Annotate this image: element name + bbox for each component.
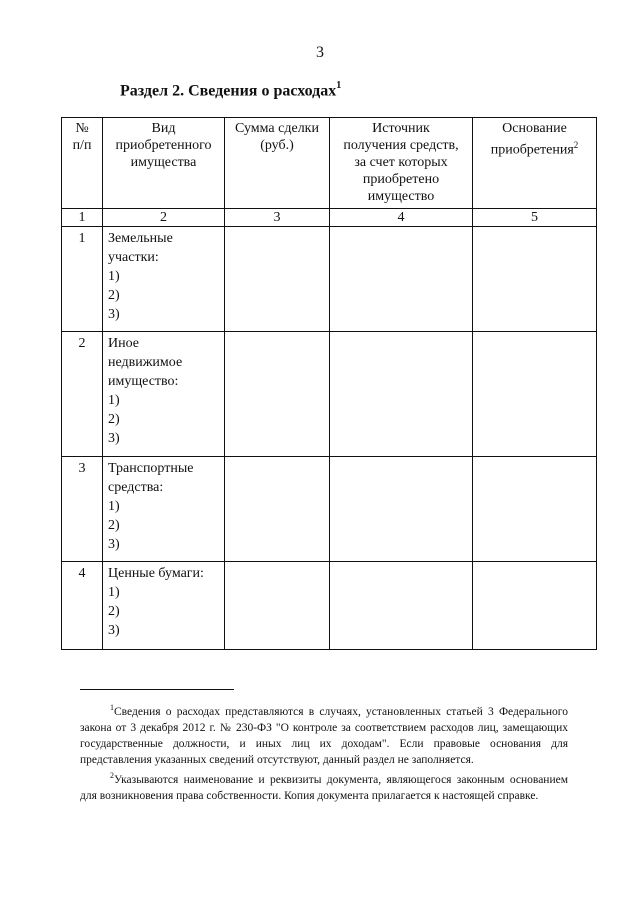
table-body: [62, 209, 597, 650]
header-label: имущества: [130, 155, 197, 170]
category-cell: [103, 562, 225, 650]
section-title: [120, 81, 341, 100]
footnote-text: Сведения о расходах представляются в случаях, установленных статьей 3 Федерального закона от 3 декабря 2012 г. № 230-ФЗ "О контроле за соответствием расходов лиц, замещающих государственные должности, и иных лиц их доходам". Если правовые основания для представления указанных сведений отсутствуют, данный раздел не заполняется.: [80, 705, 568, 766]
header-cell-3: [225, 118, 330, 209]
empty-cell: [330, 227, 473, 332]
empty-cell: [473, 562, 597, 650]
list-item: 1): [108, 269, 120, 284]
column-number: 1: [62, 209, 103, 227]
category-label-line: Земельные: [108, 231, 173, 246]
list-item: 3): [108, 431, 120, 446]
list-item: 3): [108, 537, 120, 552]
list-item: 3): [108, 623, 120, 638]
category-label: [108, 459, 219, 497]
category-cell: [103, 332, 225, 457]
category-label-line: Транспортные: [108, 461, 194, 476]
row-number: 3: [62, 457, 103, 562]
empty-cell: [225, 562, 330, 650]
footnote-mark: 2: [110, 770, 114, 780]
page-number: 3: [316, 44, 324, 61]
header-label: №: [75, 121, 89, 136]
table-row: [62, 332, 597, 457]
column-number: 4: [330, 209, 473, 227]
column-number: 2: [103, 209, 225, 227]
category-label: [108, 564, 219, 583]
category-label-line: участки:: [108, 250, 159, 265]
category-label-line: средства:: [108, 480, 164, 495]
list-item: 2): [108, 604, 120, 619]
row-number: 2: [62, 332, 103, 457]
empty-cell: [473, 332, 597, 457]
list-item: 2): [108, 288, 120, 303]
table-row: [62, 457, 597, 562]
empty-cell: [225, 332, 330, 457]
header-label: Сумма сделки: [235, 121, 319, 136]
empty-cell: [225, 227, 330, 332]
header-row: [62, 118, 597, 209]
section-title-text: Раздел 2. Сведения о расходах: [120, 82, 337, 100]
header-cell-4: [330, 118, 473, 209]
category-label: [108, 229, 219, 267]
header-label: (руб.): [260, 138, 294, 153]
empty-cell: [473, 457, 597, 562]
footnote-rule: [80, 689, 234, 690]
list-item: 1): [108, 499, 120, 514]
list-item: 2): [108, 412, 120, 427]
list-item: 1): [108, 393, 120, 408]
empty-cell: [225, 457, 330, 562]
header-label: Основание: [502, 121, 567, 136]
expenses-table: [61, 117, 597, 650]
header-cell-2: [103, 118, 225, 209]
category-label-line: недвижимое: [108, 355, 183, 370]
header-label: за счет которых: [354, 155, 448, 170]
list-item: 1): [108, 585, 120, 600]
empty-cell: [330, 332, 473, 457]
header-cell-5: [473, 118, 597, 209]
column-number: 5: [473, 209, 597, 227]
category-label-line: имущество:: [108, 374, 179, 389]
footnote-ref-1: 1: [336, 80, 342, 91]
header-label: приобретено: [362, 172, 440, 187]
header-label: Источник: [372, 121, 430, 136]
footnote-1: [80, 700, 568, 768]
header-label: приобретенного: [115, 138, 212, 153]
column-number-row: [62, 209, 597, 227]
footnote-2: [80, 768, 568, 804]
header-label: п/п: [72, 138, 92, 153]
row-number: 1: [62, 227, 103, 332]
empty-cell: [330, 562, 473, 650]
list-item: 2): [108, 518, 120, 533]
table-row: [62, 227, 597, 332]
table-row: [62, 562, 597, 650]
empty-cell: [473, 227, 597, 332]
footnote-mark: 1: [110, 703, 114, 712]
header-cell-1: [62, 118, 103, 209]
footnotes: [80, 700, 568, 804]
category-label-line: Иное: [108, 336, 139, 351]
category-cell: [103, 227, 225, 332]
category-label-line: Ценные бумаги:: [108, 566, 204, 581]
header-label: получения средств,: [343, 138, 459, 153]
header-label: Вид: [151, 121, 176, 136]
header-label: имущество: [367, 189, 435, 204]
list-item: 3): [108, 307, 120, 322]
footnote-ref-2: 2: [573, 140, 579, 150]
column-number: 3: [225, 209, 330, 227]
header-label: приобретения: [490, 142, 574, 158]
category-cell: [103, 457, 225, 562]
footnote-text: Указываются наименование и реквизиты документа, являющегося законным основанием для возникновения права собственности. Копия документа прилагается к настоящей справке.: [80, 773, 568, 802]
category-label: [108, 334, 219, 391]
empty-cell: [330, 457, 473, 562]
row-number: 4: [62, 562, 103, 650]
